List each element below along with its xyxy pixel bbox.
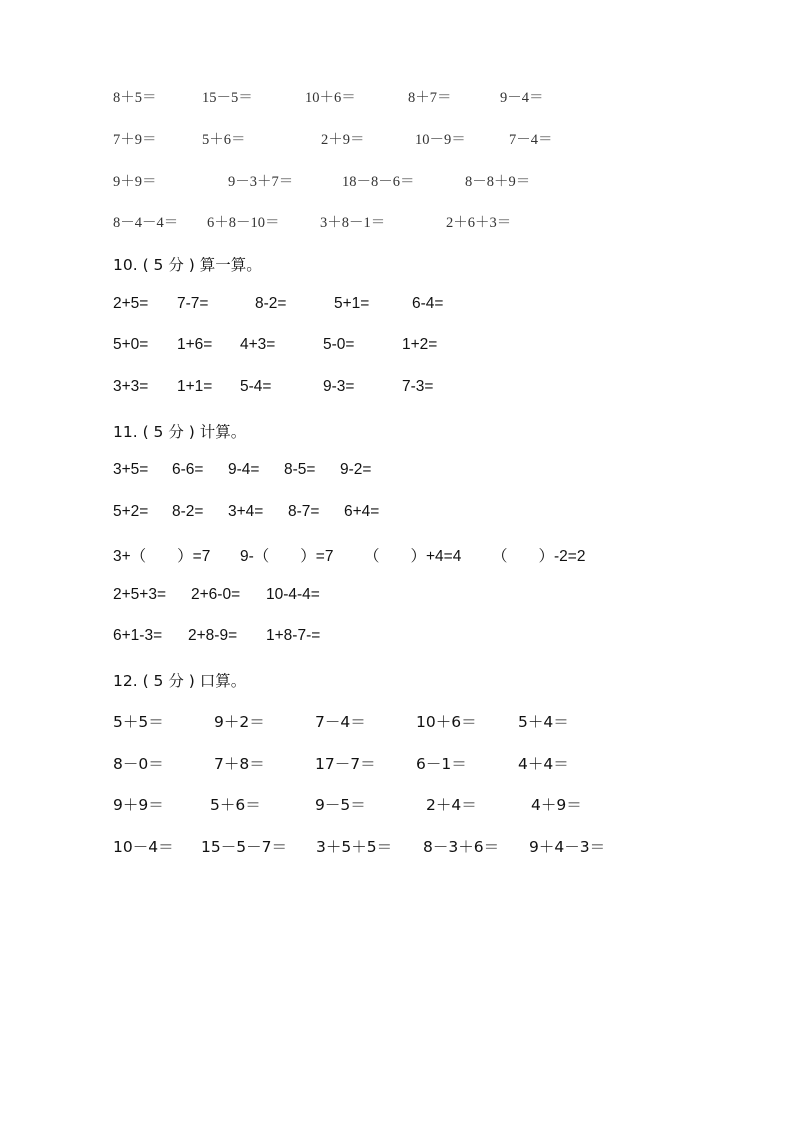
- problem: 3+3=: [113, 378, 149, 395]
- problem: 8－8＋9＝: [465, 174, 531, 190]
- problem: 5＋4＝: [518, 713, 569, 731]
- problem: 3+4=: [228, 503, 264, 520]
- problem: 15－5－7＝: [201, 838, 287, 856]
- problem: 2+6-0=: [191, 586, 241, 603]
- problem: 4＋9＝: [531, 796, 582, 814]
- problem: 5+0=: [113, 336, 149, 353]
- problem: 2＋6＋3＝: [446, 215, 512, 231]
- problem: 5-4=: [240, 378, 272, 395]
- problem: 5＋6＝: [202, 132, 246, 148]
- problem: 6+4=: [344, 503, 380, 520]
- q10-title: 10. ( 5 分 ) 算一算。: [113, 256, 262, 274]
- problem: 10＋6＝: [305, 90, 356, 106]
- problem: 6－1＝: [416, 755, 467, 773]
- problem: 6＋8－10＝: [207, 215, 280, 231]
- problem: 5+2=: [113, 503, 149, 520]
- problem: 7－4＝: [315, 713, 366, 731]
- problem: 1+2=: [402, 336, 438, 353]
- q12-title: 12. ( 5 分 ) 口算。: [113, 672, 247, 690]
- problem: 9－3＋7＝: [228, 174, 294, 190]
- problem: 8-7=: [288, 503, 320, 520]
- problem: 9＋4－3＝: [529, 838, 606, 856]
- problem: 9-2=: [340, 461, 372, 478]
- problem: 8-5=: [284, 461, 316, 478]
- problem: 1+6=: [177, 336, 213, 353]
- problem: 9－4＝: [500, 90, 544, 106]
- problem: 3＋8－1＝: [320, 215, 386, 231]
- problem: 8－4－4＝: [113, 215, 179, 231]
- problem: 9＋9＝: [113, 796, 164, 814]
- problem: 10－4＝: [113, 838, 174, 856]
- problem: 2＋9＝: [321, 132, 365, 148]
- problem: 5+1=: [334, 295, 370, 312]
- problem: 17－7＝: [315, 755, 376, 773]
- problem: 5-0=: [323, 336, 355, 353]
- problem: 5＋6＝: [210, 796, 261, 814]
- problem: 6-4=: [412, 295, 444, 312]
- problem: 6-6=: [172, 461, 204, 478]
- fill-in-blank: 9-（ ）=7: [240, 548, 334, 565]
- problem: 6+1-3=: [113, 627, 163, 644]
- problem: 9＋2＝: [214, 713, 265, 731]
- problem: 18－8－6＝: [342, 174, 415, 190]
- problem: 9-3=: [323, 378, 355, 395]
- problem: 2+5+3=: [113, 586, 167, 603]
- fill-in-blank: （ ）+4=4: [364, 548, 462, 565]
- problem: 8－3＋6＝: [423, 838, 500, 856]
- problem: 8-2=: [172, 503, 204, 520]
- problem: 5＋5＝: [113, 713, 164, 731]
- problem: 10－9＝: [415, 132, 466, 148]
- problem: 4＋4＝: [518, 755, 569, 773]
- problem: 1+1=: [177, 378, 213, 395]
- problem: 2＋4＝: [426, 796, 477, 814]
- q11-title: 11. ( 5 分 ) 计算。: [113, 423, 247, 441]
- problem: 7－4＝: [509, 132, 553, 148]
- problem: 4+3=: [240, 336, 276, 353]
- problem: 10-4-4=: [266, 586, 320, 603]
- problem: 7-7=: [177, 295, 209, 312]
- problem: 7＋8＝: [214, 755, 265, 773]
- problem: 7＋9＝: [113, 132, 157, 148]
- problem: 2+8-9=: [188, 627, 238, 644]
- problem: 9－5＝: [315, 796, 366, 814]
- problem: 8-2=: [255, 295, 287, 312]
- problem: 8－0＝: [113, 755, 164, 773]
- problem: 9＋9＝: [113, 174, 157, 190]
- problem: 10＋6＝: [416, 713, 477, 731]
- fill-in-blank: （ ）-2=2: [492, 548, 586, 565]
- problem: 8＋5＝: [113, 90, 157, 106]
- problem: 7-3=: [402, 378, 434, 395]
- problem: 9-4=: [228, 461, 260, 478]
- problem: 3+5=: [113, 461, 149, 478]
- problem: 8＋7＝: [408, 90, 452, 106]
- problem: 15－5＝: [202, 90, 253, 106]
- fill-in-blank: 3+（ ）=7: [113, 548, 211, 565]
- problem: 3＋5＋5＝: [316, 838, 393, 856]
- problem: 1+8-7-=: [266, 627, 321, 644]
- problem: 2+5=: [113, 295, 149, 312]
